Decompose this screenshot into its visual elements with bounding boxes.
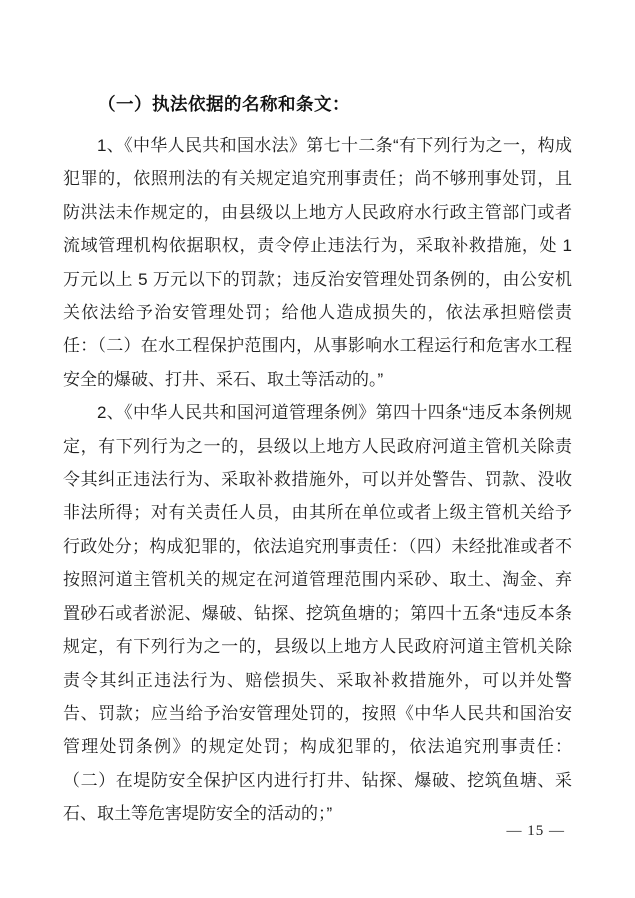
page-number: — 15 — bbox=[506, 823, 565, 839]
section-heading: （一）执法依据的名称和条文： bbox=[98, 94, 350, 114]
paragraph-river-regulations: 2、《中华人民共和国河道管理条例》第四十四条“违反本条例规定，有下列行为之一的，县级以上地方人民政府河道主管机关除责令其纠正违法行为、采取补救措施外，可以并处警告、罚款、没收非法所得；对有关责任人员，由其所在单位或者上级主管机关给予行政处分；构成犯罪的，依法追究刑事责任：（四）未经批准或者不按照河道主管机关的规定在河道管理范围内采砂、取土、淘金、弃置砂石或者淤泥、爆破、钻探、挖筑鱼塘的；第四十五条“违反本条规定，有下列行为之一的，县级以上地方人民政府河道主管机关除责令其纠正违法行为、赔偿损失、采取补救措施外，可以并处警告、罚款；应当给予治安管理处罚的，按照《中华人民共和国治安管理处罚条例》的规定处罚；构成犯罪的，依法追究刑事责任：（二）在堤防安全保护区内进行打井、钻探、爆破、挖筑鱼塘、采石、取土等危害堤防安全的活动的；” bbox=[63, 403, 572, 824]
paragraph-water-law: 1、《中华人民共和国水法》第七十二条“有下列行为之一，构成犯罪的，依照刑法的有关规定追究刑事责任；尚不够刑事处罚，且防洪法未作规定的，由县级以上地方人民政府水行政主管部门或者流域管理机构依据职权，责令停止违法行为，采取补救措施，处 1 万元以上 5 万元以下的罚款；违反治安管理处罚条例的，由公安机关依法给予治安管理处罚；给他人造成损失的，依法承担赔偿责任：（二）在水工程保护范围内，从事影响水工程运行和危害水工程安全的爆破、打井、采石、取土等活动的。” bbox=[63, 136, 572, 389]
